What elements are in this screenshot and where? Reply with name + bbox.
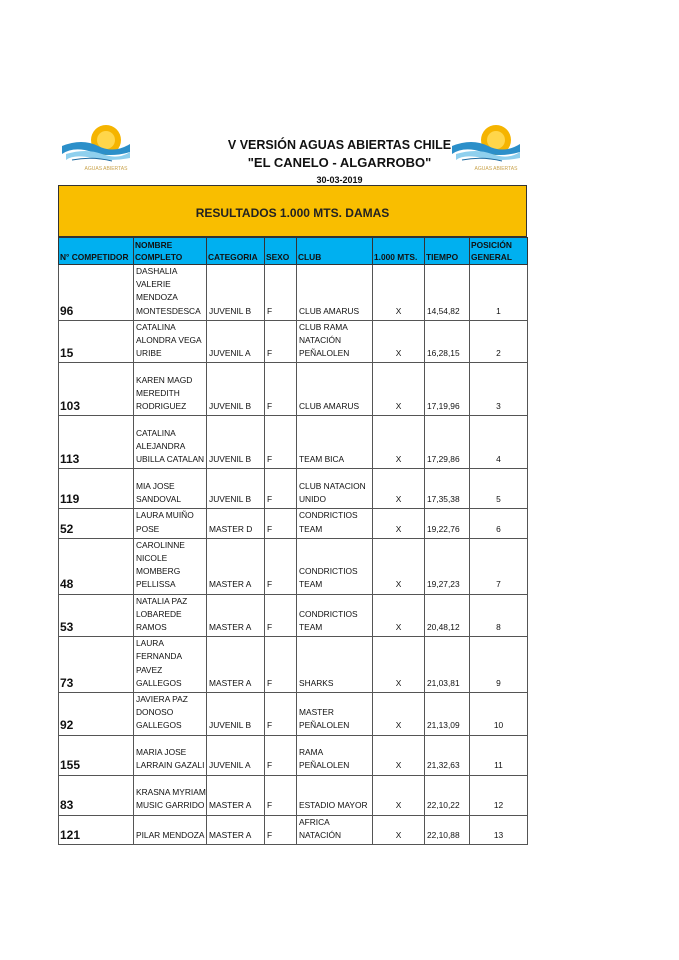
table-row [59,363,528,416]
sex-cell: F [265,637,297,693]
event-date: 30-03-2019 [316,175,363,185]
competitor-number-cell: 113 [59,416,134,469]
club-cell: CLUB RAMA NATACIÓN PEÑALOLEN [297,320,373,363]
category-cell: JUVENIL B [207,265,265,321]
competitor-number-cell: 52 [59,509,134,538]
overall-position-cell: 2 [470,320,528,363]
overall-position-cell: 3 [470,363,528,416]
overall-position-cell: 1 [470,265,528,321]
table-row [59,416,528,469]
table-row [59,735,528,775]
table-row [59,594,528,637]
competitor-number-cell: 119 [59,469,134,509]
competitor-number-cell: 92 [59,693,134,736]
distance-mark-cell: X [373,265,425,321]
sex-cell: F [265,509,297,538]
club-cell: CONDRICTIOS TEAM [297,509,373,538]
full-name-cell: CATALINA ALONDRA VEGA URIBE [134,320,207,363]
category-cell: MASTER A [207,594,265,637]
column-header: TIEMPO [425,238,470,265]
club-cell: MASTER PEÑALOLEN [297,693,373,736]
competitor-number-cell: 53 [59,594,134,637]
category-cell: MASTER A [207,538,265,594]
club-cell: CLUB AMARUS [297,363,373,416]
category-cell: JUVENIL A [207,735,265,775]
event-title: V VERSIÓN AGUAS ABIERTAS CHILE [227,138,452,152]
sex-cell: F [265,469,297,509]
table-row [59,775,528,815]
distance-mark-cell: X [373,363,425,416]
full-name-cell: MIA JOSE SANDOVAL [134,469,207,509]
table-row [59,815,528,844]
time-cell: 17,19,96 [425,363,470,416]
competitor-number-cell: 73 [59,637,134,693]
club-cell: TEAM BICA [297,416,373,469]
distance-mark-cell: X [373,637,425,693]
competitor-number-cell: 83 [59,775,134,815]
distance-mark-cell: X [373,538,425,594]
category-cell: MASTER A [207,637,265,693]
full-name-cell: LAURA FERNANDA PAVEZ GALLEGOS [134,637,207,693]
column-header: SEXO [265,238,297,265]
svg-text:AGUAS ABIERTAS: AGUAS ABIERTAS [84,166,128,172]
time-cell: 22,10,22 [425,775,470,815]
overall-position-cell: 11 [470,735,528,775]
category-cell: JUVENIL B [207,363,265,416]
competitor-number-cell: 103 [59,363,134,416]
full-name-cell: KRASNA MYRIAM MUSIC GARRIDO [134,775,207,815]
time-cell: 19,27,23 [425,538,470,594]
club-cell: SHARKS [297,637,373,693]
competitor-number-cell: 15 [59,320,134,363]
full-name-cell: JAVIERA PAZ DONOSO GALLEGOS [134,693,207,736]
category-cell: JUVENIL B [207,469,265,509]
club-cell: CLUB NATACION UNIDO [297,469,373,509]
time-cell: 21,13,09 [425,693,470,736]
table-row [59,469,528,509]
club-cell: CONDRICTIOS TEAM [297,594,373,637]
club-cell: CLUB AMARUS [297,265,373,321]
club-cell: CONDRICTIOS TEAM [297,538,373,594]
sex-cell: F [265,594,297,637]
column-header: NOMBRE COMPLETO [134,238,207,265]
time-cell: 21,32,63 [425,735,470,775]
distance-mark-cell: X [373,509,425,538]
distance-mark-cell: X [373,416,425,469]
club-cell: RAMA PEÑALOLEN [297,735,373,775]
column-header: 1.000 MTS. [373,238,425,265]
overall-position-cell: 7 [470,538,528,594]
time-cell: 17,35,38 [425,469,470,509]
table-row [59,320,528,363]
time-cell: 17,29,86 [425,416,470,469]
sex-cell: F [265,320,297,363]
table-row [59,538,528,594]
competitor-number-cell: 48 [59,538,134,594]
results-banner-title: RESULTADOS 1.000 MTS. DAMAS [195,206,390,220]
sex-cell: F [265,735,297,775]
results-banner [58,185,527,237]
overall-position-cell: 13 [470,815,528,844]
category-cell: JUVENIL B [207,416,265,469]
full-name-cell: MARIA JOSE LARRAIN GAZALI [134,735,207,775]
svg-text:AGUAS ABIERTAS: AGUAS ABIERTAS [474,166,518,172]
overall-position-cell: 8 [470,594,528,637]
distance-mark-cell: X [373,693,425,736]
club-cell: ESTADIO MAYOR [297,775,373,815]
sex-cell: F [265,538,297,594]
sex-cell: F [265,363,297,416]
event-subtitle: "EL CANELO - ALGARROBO" [247,155,432,170]
category-cell: MASTER A [207,775,265,815]
competitor-number-cell: 155 [59,735,134,775]
overall-position-cell: 10 [470,693,528,736]
time-cell: 19,22,76 [425,509,470,538]
full-name-cell: CATALINA ALEJANDRA UBILLA CATALAN [134,416,207,469]
full-name-cell: NATALIA PAZ LOBAREDE RAMOS [134,594,207,637]
full-name-cell: LAURA MUIÑO POSE [134,509,207,538]
club-cell: AFRICA NATACIÓN [297,815,373,844]
sex-cell: F [265,693,297,736]
overall-position-cell: 5 [470,469,528,509]
full-name-cell: PILAR MENDOZA [134,815,207,844]
overall-position-cell: 4 [470,416,528,469]
distance-mark-cell: X [373,735,425,775]
category-cell: MASTER D [207,509,265,538]
sex-cell: F [265,416,297,469]
sex-cell: F [265,815,297,844]
time-cell: 20,48,12 [425,594,470,637]
table-row [59,509,528,538]
competitor-number-cell: 121 [59,815,134,844]
time-cell: 21,03,81 [425,637,470,693]
table-row [59,693,528,736]
category-cell: MASTER A [207,815,265,844]
overall-position-cell: 9 [470,637,528,693]
table-header-row [59,238,528,265]
table-row [59,265,528,321]
distance-mark-cell: X [373,320,425,363]
distance-mark-cell: X [373,469,425,509]
time-cell: 22,10,88 [425,815,470,844]
results-table [58,237,528,845]
time-cell: 16,28,15 [425,320,470,363]
full-name-cell: DASHALIA VALERIE MENDOZA MONTESDESCA [134,265,207,321]
column-header: CATEGORIA [207,238,265,265]
full-name-cell: KAREN MAGD MEREDITH RODRIGUEZ [134,363,207,416]
sex-cell: F [265,775,297,815]
distance-mark-cell: X [373,594,425,637]
time-cell: 14,54,82 [425,265,470,321]
column-header: N° COMPETIDOR [59,238,134,265]
overall-position-cell: 12 [470,775,528,815]
distance-mark-cell: X [373,775,425,815]
distance-mark-cell: X [373,815,425,844]
table-row [59,637,528,693]
competitor-number-cell: 96 [59,265,134,321]
column-header: CLUB [297,238,373,265]
category-cell: JUVENIL A [207,320,265,363]
sex-cell: F [265,265,297,321]
full-name-cell: CAROLINNE NICOLE MOMBERG PELLISSA [134,538,207,594]
column-header: POSICIÓN GENERAL [470,238,528,265]
overall-position-cell: 6 [470,509,528,538]
category-cell: JUVENIL B [207,693,265,736]
